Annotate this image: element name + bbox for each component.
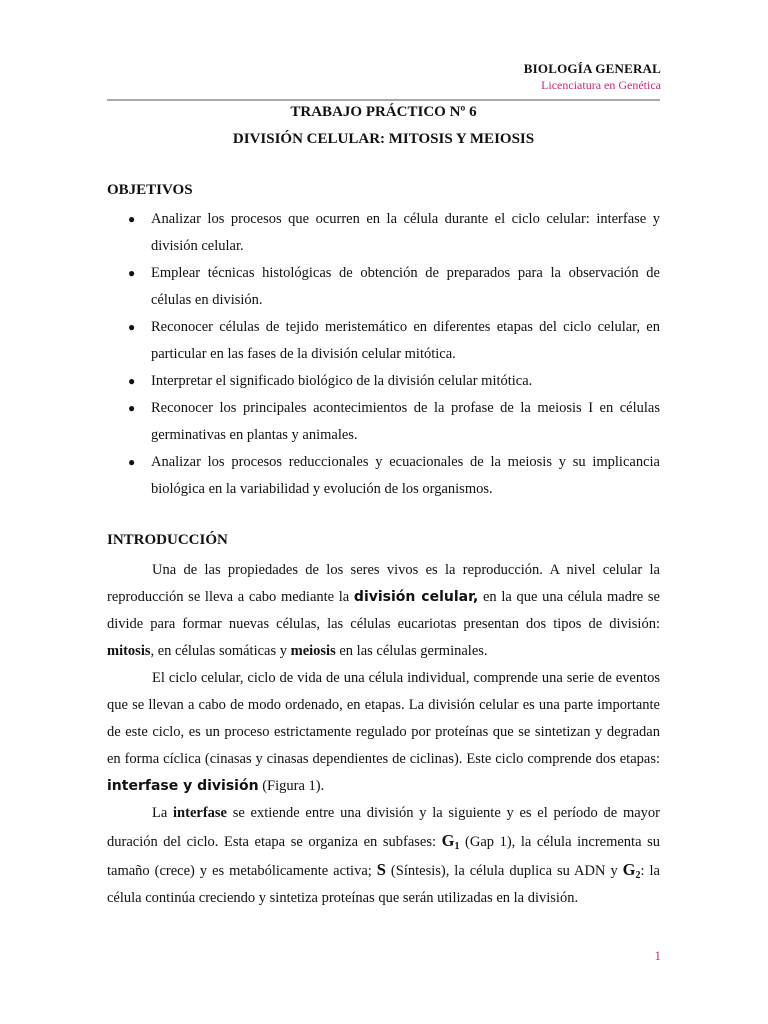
objective-item: ● Emplear técnicas histológicas de obtención de preparados para la observación de células en división. xyxy=(107,260,660,314)
objective-item: ● Reconocer células de tejido meristemático en diferentes etapas del ciclo celular, en particular en las fases de la división celular mitótica. xyxy=(107,314,660,368)
bullet-icon: ● xyxy=(128,320,136,334)
objective-item: ● Analizar los procesos reduccionales y ecuacionales de la meiosis y su implicancia biológica en la variabilidad y evolución de los organismos. xyxy=(107,449,660,503)
objective-item: ● Interpretar el significado biológico de la división celular mitótica. xyxy=(107,368,660,395)
objective-item: ● Reconocer los principales acontecimientos de la profase de la meiosis I en células germinativas en plantas y animales. xyxy=(107,395,660,449)
objectives-heading: OBJETIVOS xyxy=(107,182,193,198)
objectives-list xyxy=(107,206,660,503)
document-title: TRABAJO PRÁCTICO Nº 6 xyxy=(290,104,477,120)
page-header xyxy=(524,60,661,94)
bullet-icon: ● xyxy=(128,266,136,280)
bullet-icon: ● xyxy=(128,212,136,226)
document-subtitle: DIVISIÓN CELULAR: MITOSIS Y MEIOSIS xyxy=(232,131,535,147)
intro-paragraph-1: Una de las propiedades de los seres vivos es la reproducción. A nivel celular la reproducción se lleva a cabo mediante la división celular, en la que una célula madre se divide para formar nuevas células, las células eucariotas presentan dos tipos de división: mitosis, en células somáticas y meiosis en las células germinales. xyxy=(107,562,660,659)
course-title: BIOLOGÍA GENERAL xyxy=(523,61,661,76)
bullet-icon: ● xyxy=(128,455,136,469)
header-divider xyxy=(107,99,660,101)
page-number: 1 xyxy=(654,948,661,963)
intro-paragraph-3: La interfase se extiende entre una división y la siguiente y es el período de mayor duración del ciclo. Esta etapa se organiza en subfases: $G_1$ (Gap 1), la célula incrementa su tamaño (crece) y es metabólicamente activa; S (Síntesis), la célula duplica su ADN y $G_2$: la célula continúa creciendo y sintetiza proteínas que serán utilizadas en la división. xyxy=(107,805,660,906)
introduction-body xyxy=(107,557,660,912)
objective-item: ● Analizar los procesos que ocurren en la célula durante el ciclo celular: interfase y división celular. xyxy=(107,206,660,260)
introduction-heading: INTRODUCCIÓN xyxy=(107,532,228,548)
bullet-icon: ● xyxy=(128,374,136,388)
bullet-icon: ● xyxy=(128,401,136,415)
course-subtitle: Licenciatura en Genética xyxy=(541,78,661,92)
intro-paragraph-2: El ciclo celular, ciclo de vida de una célula individual, comprende una serie de eventos que se llevan a cabo de modo ordenado, en etapas. La división celular es una parte importante de este ciclo, es un proceso estrictamente regulado por proteínas que se sintetizan y degradan en forma cíclica (cinasas y cinasas dependientes de ciclinas). Este ciclo comprende dos etapas: interfase y división (Figura 1). xyxy=(107,670,660,794)
